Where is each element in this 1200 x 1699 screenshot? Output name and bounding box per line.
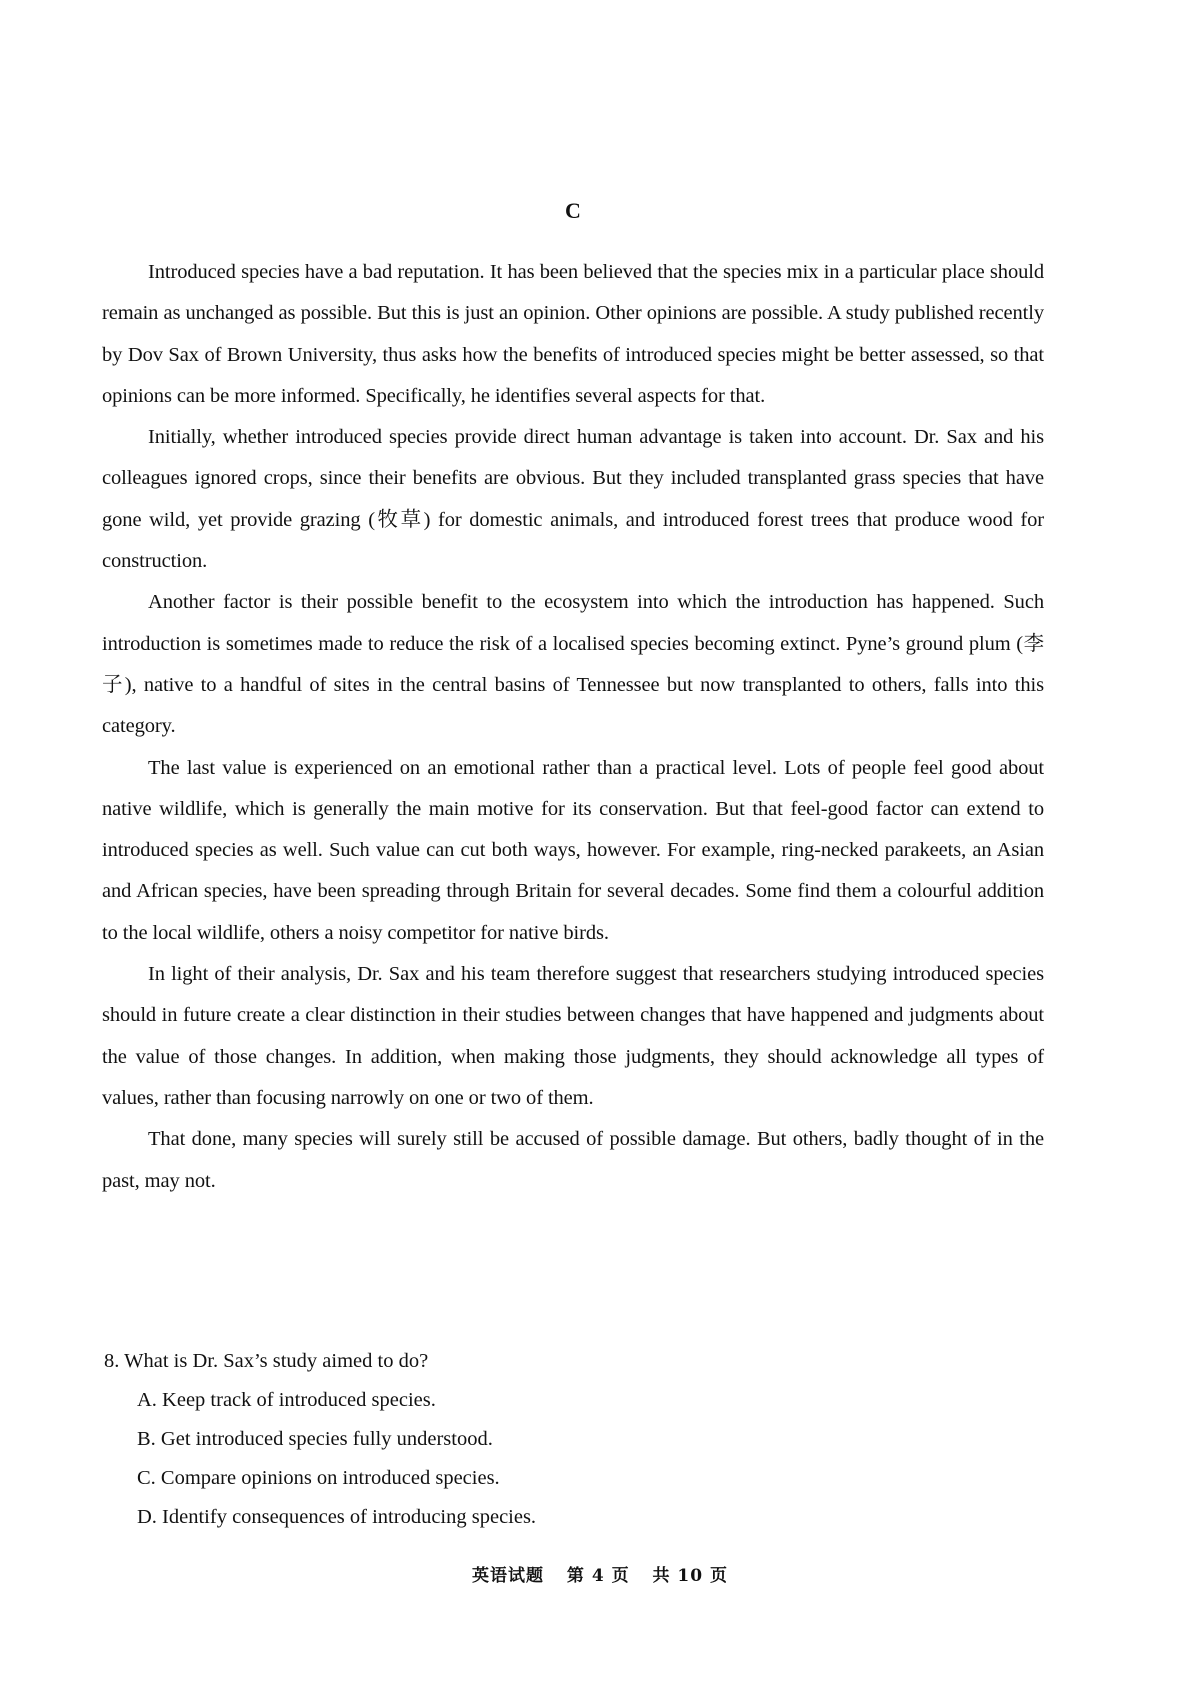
question-stem: 8. What is Dr. Sax’s study aimed to do? xyxy=(104,1350,429,1372)
option-b: B. Get introduced species fully understood. xyxy=(137,1428,493,1450)
passage-paragraph-2: Initially, whether introduced species provide direct human advantage is taken into account. Dr. Sax and his colleagues ignored crops, since their benefits are obvious. But they included transplanted grass species that have gone wild, yet provide grazing (牧草) for domestic animals, and introduced forest trees that produce wood for construction. xyxy=(102,426,1044,573)
footer-subject: 英语试题 xyxy=(471,1566,544,1586)
question-8 xyxy=(104,1342,1046,1537)
passage-paragraph-3: Another factor is their possible benefit to the ecosystem into which the introduction has happened. Such introduction is sometimes made to reduce the risk of a localised species becoming extinct. Pyne’s ground plum (李子), native to a handful of sites in the central basins of Tennessee but now transplanted to others, falls into this category. xyxy=(102,591,1044,738)
reading-passage xyxy=(102,252,1044,1202)
page-footer xyxy=(0,1561,1200,1586)
option-a: A. Keep track of introduced species. xyxy=(137,1389,436,1411)
footer-page-number: 第 4 页 xyxy=(566,1566,630,1586)
passage-paragraph-1: Introduced species have a bad reputation. It has been believed that the species mix in a particular place should remain as unchanged as possible. But this is just an opinion. Other opinions are possible. A study published recently by Dov Sax of Brown University, thus asks how the benefits of introduced species might be better assessed, so that opinions can be more informed. Specifically, he identifies several aspects for that. xyxy=(102,261,1044,407)
passage-paragraph-4: The last value is experienced on an emotional rather than a practical level. Lots of people feel good about native wildlife, which is generally the main motive for its conservation. But that feel-good factor can extend to introduced species as well. Such value can cut both ways, however. For example, ring-necked parakeets, an Asian and African species, have been spreading through Britain for several decades. Some find them a colourful addition to the local wildlife, others a noisy competitor for native birds. xyxy=(102,756,1044,944)
footer-total-pages: 共 10 页 xyxy=(652,1566,728,1586)
passage-paragraph-6: That done, many species will surely still be accused of possible damage. But others, badly thought of in the past, may not. xyxy=(102,1128,1044,1192)
option-d: D. Identify consequences of introducing species. xyxy=(137,1506,537,1528)
option-c: C. Compare opinions on introduced species. xyxy=(137,1467,500,1489)
passage-paragraph-5: In light of their analysis, Dr. Sax and his team therefore suggest that researchers studying introduced species should in future create a clear distinction in their studies between changes that have happened and judgments about the value of those changes. In addition, when making those judgments, they should acknowledge all types of values, rather than focusing narrowly on one or two of them. xyxy=(102,963,1044,1109)
section-title: C xyxy=(565,198,581,223)
